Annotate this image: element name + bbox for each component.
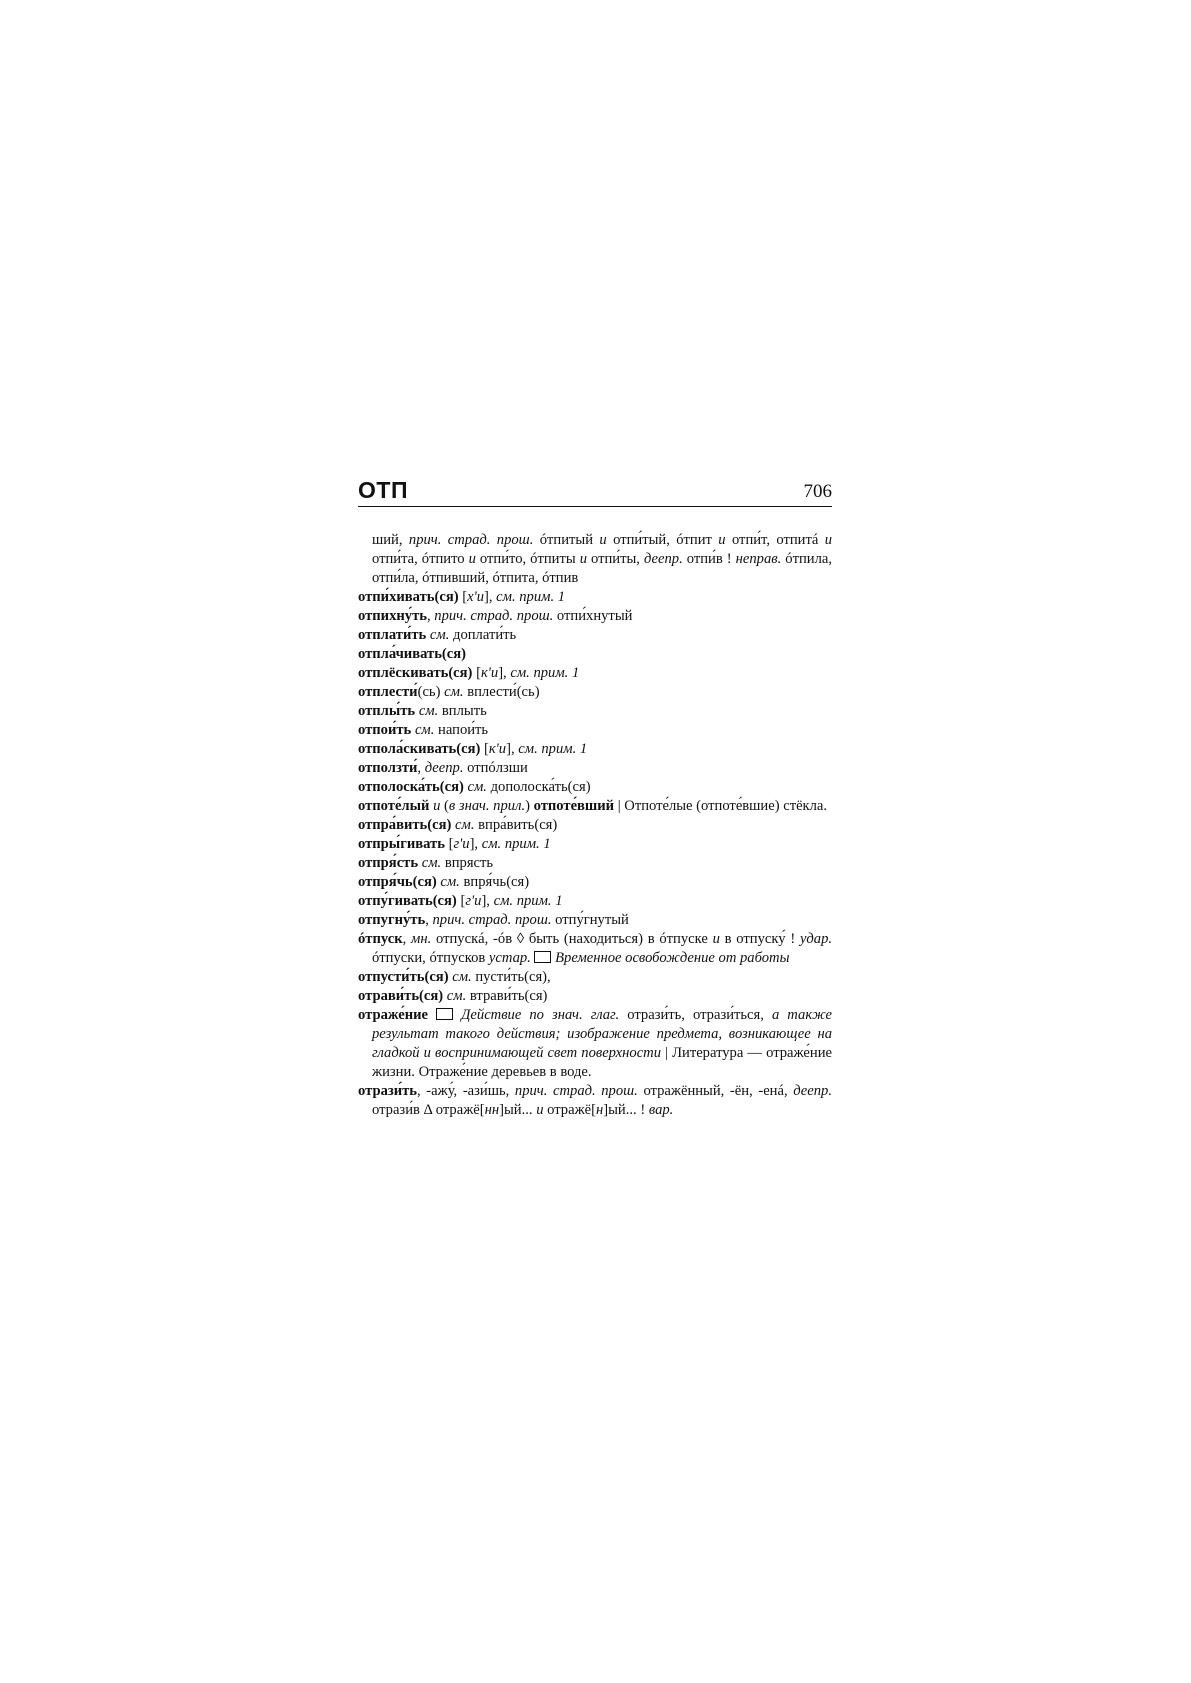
dictionary-entry	[358, 1082, 832, 1120]
entry-text: ,	[402, 931, 412, 947]
entry-text: ший,	[372, 532, 409, 548]
entry-text: отражённый, -ён, -енá,	[637, 1083, 794, 1099]
italic-label: нн	[484, 1102, 500, 1118]
dictionary-entry	[358, 968, 832, 987]
italic-label: деепр.	[793, 1083, 833, 1099]
dictionary-entries	[358, 531, 832, 1120]
italic-label: см.	[440, 874, 460, 890]
dictionary-entry	[358, 797, 832, 816]
entry-text: ],	[469, 836, 482, 852]
italic-label: устар.	[488, 950, 531, 966]
italic-label: н	[596, 1102, 604, 1118]
italic-label: см.	[421, 855, 442, 871]
entry-text: óтпуски, óтпусков	[372, 950, 489, 966]
definition-box-icon	[534, 951, 551, 963]
italic-label: см.	[429, 627, 450, 643]
entry-text: впрясть	[441, 855, 494, 871]
italic-label: см. прим. 1	[510, 665, 580, 681]
italic-label: неправ.	[735, 551, 782, 567]
entry-text: ,	[426, 608, 435, 624]
headword: отраже́ние	[358, 1007, 429, 1023]
dictionary-entry	[358, 1006, 832, 1082]
italic-label: Действие по знач. глаг.	[453, 1007, 620, 1023]
dictionary-entry	[358, 892, 832, 911]
dictionary-entry	[358, 607, 832, 626]
entry-text: , -ажу́, -ази́шь,	[417, 1083, 515, 1099]
headword: отрази́ть	[358, 1083, 418, 1099]
dictionary-entry	[358, 721, 832, 740]
italic-label: см.	[444, 684, 464, 700]
italic-label: и	[468, 551, 476, 567]
italic-label: см.	[455, 817, 475, 833]
entry-text: отпи́та, óтпито	[372, 551, 469, 567]
italic-label: деепр.	[643, 551, 683, 567]
entry-text: отпóлзши	[463, 760, 528, 776]
italic-label: вар.	[648, 1102, 674, 1118]
italic-label: прич. страд. прош.	[432, 912, 552, 928]
dictionary-entry	[358, 835, 832, 854]
headword: отползти́	[358, 760, 418, 776]
dictionary-entry	[358, 816, 832, 835]
entry-text: )	[525, 798, 534, 814]
entry-text: отпи́хнутый	[553, 608, 633, 624]
headword: отпоте́лый	[358, 798, 430, 814]
entry-text: впря́чь(ся)	[459, 874, 530, 890]
entry-text: ,	[425, 912, 433, 928]
entry-text: | Отпоте́лые (отпоте́вшие) стёкла.	[614, 798, 828, 814]
italic-label: см.	[418, 703, 439, 719]
italic-label: см.	[446, 988, 467, 1004]
italic-label: г'и	[453, 836, 470, 852]
italic-label: см. прим. 1	[496, 589, 566, 605]
headword: отпры́гивать	[358, 836, 445, 852]
italic-label: Временное освобождение от работы	[551, 950, 790, 966]
dictionary-entry	[358, 854, 832, 873]
dictionary-entry	[358, 683, 832, 702]
entry-text: впра́вить(ся)	[474, 817, 558, 833]
headword: отплы́ть	[358, 703, 416, 719]
italic-label: прич. страд. прош.	[514, 1083, 638, 1099]
headword: óтпуск	[358, 931, 403, 947]
entry-text: отражё[	[543, 1102, 597, 1118]
italic-label: и	[718, 532, 726, 548]
headword: отпря́сть	[358, 855, 419, 871]
entry-text: вплыть	[438, 703, 487, 719]
entry-text: отпи́ты,	[586, 551, 644, 567]
dictionary-entry	[358, 664, 832, 683]
entry-text: отпи́тый, óтпит	[606, 532, 719, 548]
entry-text: пусти́ть(ся),	[471, 969, 551, 985]
entry-text: ]ый...	[499, 1102, 537, 1118]
entry-text: [	[456, 893, 466, 909]
headword: отрави́ть(ся)	[358, 988, 444, 1004]
entry-text: отпу́гнутый	[551, 912, 629, 928]
entry-text: вплести́(сь)	[463, 684, 540, 700]
italic-label: см.	[467, 779, 487, 795]
italic-label: деепр.	[424, 760, 464, 776]
dictionary-entry	[358, 588, 832, 607]
italic-label: г'и	[465, 893, 482, 909]
entry-text: óтпила, отпи́ла, óтпивший, óтпита, óтпив	[372, 551, 832, 586]
italic-label: и	[824, 532, 833, 548]
italic-label: прич. страд. прош.	[408, 532, 534, 548]
italic-label: х'и	[467, 589, 484, 605]
dictionary-entry	[358, 911, 832, 930]
entry-text: [	[444, 836, 454, 852]
headword: отпихну́ть	[358, 608, 427, 624]
entry-text: (сь)	[417, 684, 445, 700]
italic-label: к'и	[480, 665, 499, 681]
entry-text: втрави́ть(ся)	[466, 988, 548, 1004]
italic-label: а также результат такого действия; изображение предмета, возникающее на гладкой и воспринимающей свет поверхности	[372, 1007, 833, 1061]
headword: отпусти́ть(ся)	[358, 969, 449, 985]
headword: отпи́хивать(ся)	[358, 589, 459, 605]
entry-text: ,	[417, 760, 425, 776]
dictionary-entry	[358, 626, 832, 645]
page-number: 706	[803, 481, 832, 502]
headword: отпугну́ть	[358, 912, 426, 928]
italic-label: удар.	[799, 931, 833, 947]
italic-label: см. прим. 1	[481, 836, 551, 852]
italic-label: см.	[414, 722, 435, 738]
running-head: ОТП	[358, 477, 408, 503]
italic-label: см. прим. 1	[518, 741, 588, 757]
dictionary-entry	[358, 645, 832, 664]
entry-text: [	[458, 589, 468, 605]
dictionary-entry	[358, 987, 832, 1006]
headword: отпола́скивать(ся)	[358, 741, 481, 757]
dictionary-entry	[358, 759, 832, 778]
entry-text: напои́ть	[434, 722, 489, 738]
entry-text: в отпуску́ !	[719, 931, 800, 947]
entry-text: ],	[481, 893, 494, 909]
entry-text: [	[480, 741, 489, 757]
entry-text: [	[472, 665, 481, 681]
entry-text: отпи́т, отпитá	[725, 532, 825, 548]
headword: отпои́ть	[358, 722, 412, 738]
headword: отпла́чивать(ся)	[358, 646, 466, 662]
italic-label: прич. страд. прош.	[434, 608, 554, 624]
headword: отплести́	[358, 684, 418, 700]
entry-continuation	[358, 531, 832, 588]
entry-text: отрази́ть, отрази́ться,	[619, 1007, 772, 1023]
dictionary-entry	[358, 702, 832, 721]
entry-text: отрази́в Δ отражё[	[372, 1102, 485, 1118]
entry-text: ],	[498, 665, 511, 681]
entry-text: ],	[506, 741, 519, 757]
entry-text: ]ый... !	[603, 1102, 649, 1118]
italic-label: к'и	[488, 741, 507, 757]
italic-label: и	[433, 798, 441, 814]
italic-label: мн.	[411, 931, 432, 947]
entry-text: отпускá, -óв ◊ быть (находиться) в óтпуске	[431, 931, 713, 947]
headword: отпра́вить(ся)	[358, 817, 452, 833]
headword: отпоте́вший	[533, 798, 615, 814]
italic-label: см.	[452, 969, 472, 985]
entry-text: доплати́ть	[449, 627, 517, 643]
italic-label: и	[579, 551, 587, 567]
entry-text: | Литература — отраже́ние жизни. Отраже́ние деревьев в воде.	[372, 1045, 832, 1080]
italic-label: см. прим. 1	[493, 893, 563, 909]
italic-label: и	[536, 1102, 544, 1118]
dictionary-entry	[358, 740, 832, 759]
dictionary-entry	[358, 873, 832, 892]
entry-text	[428, 1007, 436, 1023]
entry-text: óтпитый	[533, 532, 600, 548]
headword: отпу́гивать(ся)	[358, 893, 457, 909]
dictionary-entry	[358, 930, 832, 968]
entry-text: (	[440, 798, 449, 814]
italic-label: и	[712, 931, 720, 947]
headword: отплёскивать(ся)	[358, 665, 473, 681]
italic-label: и	[599, 532, 607, 548]
entry-text: отпи́в !	[682, 551, 736, 567]
dictionary-entry	[358, 778, 832, 797]
entry-text: дополоска́ть(ся)	[486, 779, 591, 795]
headword: отполоска́ть(ся)	[358, 779, 464, 795]
headword: отплати́ть	[358, 627, 427, 643]
italic-label: в знач. прил.	[448, 798, 526, 814]
headword: отпря́чь(ся)	[358, 874, 437, 890]
entry-text: ],	[484, 589, 497, 605]
page-header	[358, 476, 832, 507]
definition-box-icon	[436, 1008, 453, 1020]
entry-text: отпи́то, óтпиты	[475, 551, 580, 567]
